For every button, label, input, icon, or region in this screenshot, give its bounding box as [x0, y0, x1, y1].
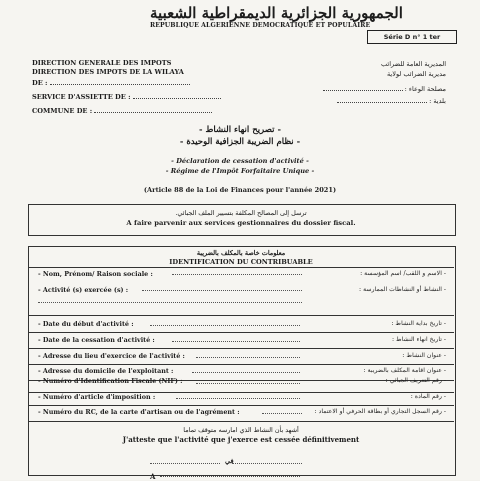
field-label-name: - Nom, Prénom/ Raison sociale : [38, 270, 153, 278]
wiaa-field[interactable] [323, 90, 403, 91]
right-line-4: بلدية : [337, 97, 446, 105]
identification-title-ar: معلومات خاصة بالمكلف بالضريبة [196, 249, 286, 257]
place-input-ar[interactable] [150, 463, 220, 464]
field-label-nif: - Numéro d'Identification Fiscale (NIF) : [38, 377, 183, 385]
attest-fr: J'atteste que l'activité que j'exerce est cessée définitivement [122, 435, 360, 444]
name-input[interactable] [172, 274, 302, 275]
field-label-end-date-ar: - تاريخ انهاء النشاط : [391, 336, 446, 343]
article-input[interactable] [176, 398, 300, 399]
divider [28, 332, 454, 333]
identification-title-fr: IDENTIFICATION DU CONTRIBUABLE [169, 258, 313, 266]
divider [28, 348, 454, 349]
divider [28, 364, 454, 365]
field-label-end-date: - Date de la cessation d'activité : [38, 336, 155, 344]
left-line-3: DE : [32, 79, 190, 87]
right-line-2: مديرية الضرائب لولاية [386, 70, 446, 78]
service-field[interactable] [133, 98, 221, 99]
republic-title-ar: الجمهورية الجزائرية الديمقراطية الشعبية [150, 4, 403, 22]
field-label-rc-ar: - رقم السجل التجاري أو بطاقة الحرفي أو الاعتماد : [314, 408, 446, 415]
left-line-4: SERVICE D'ASSIETTE DE : [32, 93, 221, 101]
divider [28, 315, 454, 316]
divider [28, 421, 454, 422]
title-fr-1: - Déclaration de cessation d'activité - [171, 157, 309, 165]
field-label-start-date: - Date du début d'activité : [38, 320, 134, 328]
field-label-article: - Numéro d'article d'imposition : [38, 393, 156, 401]
serie-badge: Série D n° 1 ter [367, 30, 457, 44]
field-label-name-ar: - الاسم و اللقب/ اسم المؤسسة : [360, 270, 446, 277]
date-input-ar[interactable] [232, 463, 302, 464]
field-label-rc: - Numéro du RC, de la carte d'artisan ou de l'agrément : [38, 408, 240, 416]
rc-input[interactable] [262, 413, 302, 414]
field-label-activity-address-ar: - عنوان النشاط : [402, 352, 446, 359]
field-label-start-date-ar: - تاريخ بداية النشاط : [391, 320, 446, 327]
field-label-home-address: - Adresse du domicile de l'exploitant : [38, 367, 174, 375]
end-date-input[interactable] [172, 341, 300, 342]
activity-address-input[interactable] [196, 357, 300, 358]
notice-fr: A faire parvenir aux services gestionnaires du dossier fiscal. [126, 219, 356, 227]
field-label-article-ar: - رقم المادة : [410, 393, 446, 400]
footer-fi: في [225, 457, 234, 465]
left-line-2: DIRECTION DES IMPOTS DE LA WILAYA [32, 68, 184, 76]
attest-ar: أشهد بأن النشاط الذي امارسه متوقف تماما [183, 426, 299, 434]
divider [28, 405, 454, 406]
field-label-activity-ar: - النشاط أو النشاطات الممارسة : [359, 286, 446, 293]
start-date-input[interactable] [150, 325, 300, 326]
field-label-home-address-ar: - عنوان اقامة المكلف بالضريبة : [363, 367, 446, 374]
place-input-fr[interactable] [160, 476, 300, 477]
republic-title-fr: REPUBLIQUE ALGERIENNE DEMOCRATIQUE ET POPULAIRE [150, 22, 371, 29]
baladia-field[interactable] [337, 102, 427, 103]
activity-input-line-2[interactable] [38, 302, 302, 303]
wilaya-field[interactable] [50, 84, 190, 85]
field-label-activity-address: - Adresse du lieu d'exercice de l'activité : [38, 352, 185, 360]
home-address-input[interactable] [192, 372, 300, 373]
field-label-activity: - Activité (s) exercée (s) : [38, 286, 129, 294]
left-line-5: COMMUNE DE : [32, 107, 212, 115]
notice-ar: ترسل إلى المصالح المكلفة بتسيير الملف الجبائي. [175, 209, 307, 217]
left-line-1: DIRECTION GENERALE DES IMPOTS [32, 59, 172, 67]
field-label-nif-ar: - رقم التعريف الجبائي : [385, 377, 446, 384]
activity-input[interactable] [142, 290, 302, 291]
article-reference: (Article 88 de la Loi de Finances pour l'année 2021) [143, 186, 337, 194]
commune-field[interactable] [94, 112, 212, 113]
divider [28, 267, 454, 268]
title-fr-2: - Régime de l'Impôt Forfaitaire Unique - [165, 167, 315, 175]
right-line-1: المديرية العامة للضرائب [381, 60, 446, 68]
title-ar-1: - تصريح انهاء النشاط - [199, 125, 281, 135]
nif-input[interactable] [196, 383, 300, 384]
title-ar-2: - نظام الضريبة الجزافية الوحيدة - [179, 137, 301, 147]
right-line-3: مصلحة الوعاء : [323, 85, 446, 93]
footer-a: A [150, 472, 156, 481]
